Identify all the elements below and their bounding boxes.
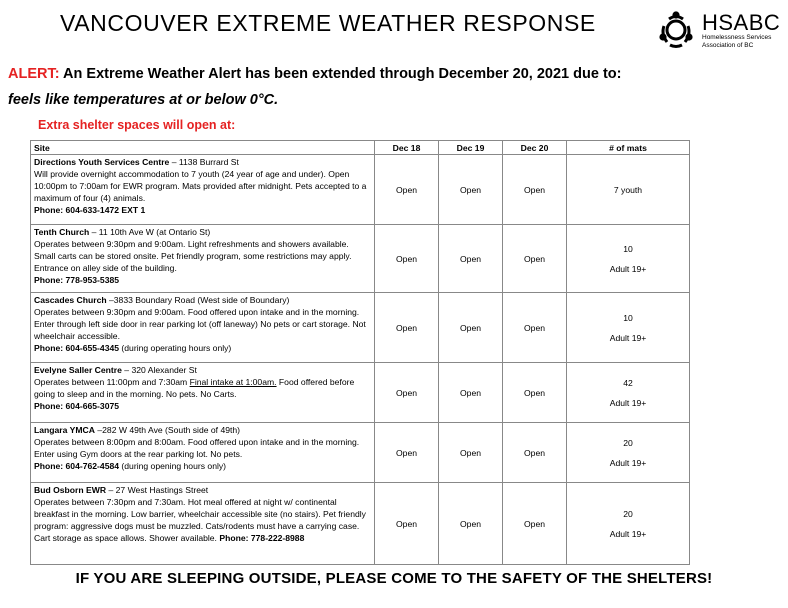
site-address: – 1138 Burrard St <box>169 157 239 167</box>
status-dec-20: Open <box>503 155 567 225</box>
mats-age: Adult 19+ <box>609 332 647 343</box>
mats-cell <box>567 293 690 363</box>
status-dec-18: Open <box>375 363 439 423</box>
site-address: – 27 West Hastings Street <box>106 485 209 495</box>
site-cell <box>31 423 375 483</box>
site-address: – 11 10th Ave W (at Ontario St) <box>89 227 211 237</box>
site-phone: Phone: 604-655-4345 <box>34 343 120 353</box>
hsabc-logo <box>656 10 786 54</box>
alert-label: ALERT: <box>8 66 60 82</box>
header-site: Site <box>31 141 375 155</box>
alert-line <box>8 66 621 82</box>
site-cell <box>31 363 375 423</box>
header-dec-19: Dec 19 <box>439 141 503 155</box>
site-cell <box>31 155 375 225</box>
mats-age: Adult 19+ <box>609 457 647 468</box>
status-dec-18: Open <box>375 423 439 483</box>
mats-count: 10 <box>623 243 633 254</box>
site-address: –3833 Boundary Road (West side of Boundary) <box>106 295 290 305</box>
status-dec-19: Open <box>439 483 503 565</box>
site-phone: Phone: 604-665-3075 <box>34 401 120 411</box>
table-row <box>31 423 690 483</box>
mats-cell <box>567 363 690 423</box>
site-name: Tenth Church <box>34 227 90 237</box>
page-title: VANCOUVER EXTREME WEATHER RESPONSE <box>60 10 596 36</box>
mats-cell <box>567 483 690 565</box>
site-address: – 320 Alexander St <box>121 365 197 375</box>
status-dec-18: Open <box>375 225 439 293</box>
site-name: Evelyne Saller Centre <box>34 365 122 375</box>
site-description: Operates between 9:30pm and 9:00am. Light refreshments and showers available. Small carts can be stored onsite. Pet friendly program, some restrictions may apply. Entrance on alley side of the building. <box>34 239 352 273</box>
site-name: Langara YMCA <box>34 425 95 435</box>
site-description-end: Food offered before going to sleep and in the morning. No pets. No Carts. <box>34 377 355 399</box>
site-description: Will provide overnight accommodation to 7 youth (24 year of age and under). Open 10:00pm to 7:00am for EWR program. Mats provided after midnight. Pets accepted to a maximum of four (4) animals. <box>34 169 367 203</box>
table-row <box>31 155 690 225</box>
status-dec-20: Open <box>503 293 567 363</box>
status-dec-20: Open <box>503 363 567 423</box>
site-name: Cascades Church <box>34 295 107 305</box>
status-dec-18: Open <box>375 483 439 565</box>
site-phone-note: (during opening hours only) <box>119 461 227 471</box>
site-description-underlined: Final intake at 1:00am. <box>189 377 277 387</box>
header-mats: # of mats <box>567 141 690 155</box>
shelter-table <box>30 140 690 565</box>
people-circle-icon <box>656 10 696 50</box>
table-row <box>31 225 690 293</box>
logo-subtitle: Homelessness Services Association of BC <box>702 34 772 49</box>
site-description-start: Operates between 11:00pm and 7:30am <box>34 377 190 387</box>
status-dec-19: Open <box>439 423 503 483</box>
alert-reason: feels like temperatures at or below 0°C. <box>8 92 279 108</box>
site-description: Operates between 8:00pm and 8:00am. Food offered upon intake and in the morning. Enter using Gym doors at the rear parking lot. No pets. <box>34 437 360 459</box>
footer-message: IF YOU ARE SLEEPING OUTSIDE, PLEASE COME TO THE SAFETY OF THE SHELTERS! <box>75 570 713 587</box>
site-description: Operates between 7:30pm and 7:30am. Hot meal offered at night w/ continental breakfast in the morning. Low barrier, wheelchair accessible site (no stairs). Pet friendly program: aggressive dogs must be muzzled. Cats/rodents must have a carrying case. Cart storage as space allows. Shower available. <box>34 497 366 543</box>
mats-count: 7 youth <box>613 184 643 195</box>
mats-count: 42 <box>623 377 633 388</box>
mats-count: 20 <box>623 437 633 448</box>
mats-count: 10 <box>623 312 633 323</box>
table-row <box>31 293 690 363</box>
table-row <box>31 483 690 565</box>
site-address: –282 W 49th Ave (South side of 49th) <box>94 425 241 435</box>
site-phone: Phone: 778-222-8988 <box>219 533 305 543</box>
mats-cell <box>567 423 690 483</box>
mats-cell <box>567 155 690 225</box>
site-phone-note: (during operating hours only) <box>119 343 232 353</box>
table-header-row <box>31 141 690 155</box>
mats-cell <box>567 225 690 293</box>
mats-age: Adult 19+ <box>609 397 647 408</box>
site-phone: Phone: 778-953-5385 <box>34 275 120 285</box>
status-dec-19: Open <box>439 155 503 225</box>
status-dec-19: Open <box>439 225 503 293</box>
site-cell <box>31 225 375 293</box>
site-cell <box>31 483 375 565</box>
extra-spaces-heading: Extra shelter spaces will open at: <box>38 118 236 132</box>
status-dec-18: Open <box>375 293 439 363</box>
status-dec-19: Open <box>439 293 503 363</box>
status-dec-20: Open <box>503 225 567 293</box>
status-dec-19: Open <box>439 363 503 423</box>
site-name: Directions Youth Services Centre <box>34 157 170 167</box>
site-name: Bud Osborn EWR <box>34 485 107 495</box>
status-dec-20: Open <box>503 423 567 483</box>
site-phone: Phone: 604-633-1472 EXT 1 <box>34 205 146 215</box>
mats-age: Adult 19+ <box>609 528 647 539</box>
header-dec-18: Dec 18 <box>375 141 439 155</box>
mats-count: 20 <box>623 508 633 519</box>
site-cell <box>31 293 375 363</box>
logo-wordmark: HSABC <box>702 10 781 35</box>
mats-age: Adult 19+ <box>609 263 647 274</box>
table-row <box>31 363 690 423</box>
status-dec-18: Open <box>375 155 439 225</box>
status-dec-20: Open <box>503 483 567 565</box>
alert-text: An Extreme Weather Alert has been extended through December 20, 2021 due to: <box>59 66 622 82</box>
site-phone: Phone: 604-762-4584 <box>34 461 120 471</box>
site-description: Operates between 9:30pm and 9:00am. Food offered upon intake and in the morning. Enter through left side door in rear parking lot (off laneway) No pets or cart storage. Not wheelchair accessible. <box>34 307 366 341</box>
header-dec-20: Dec 20 <box>503 141 567 155</box>
